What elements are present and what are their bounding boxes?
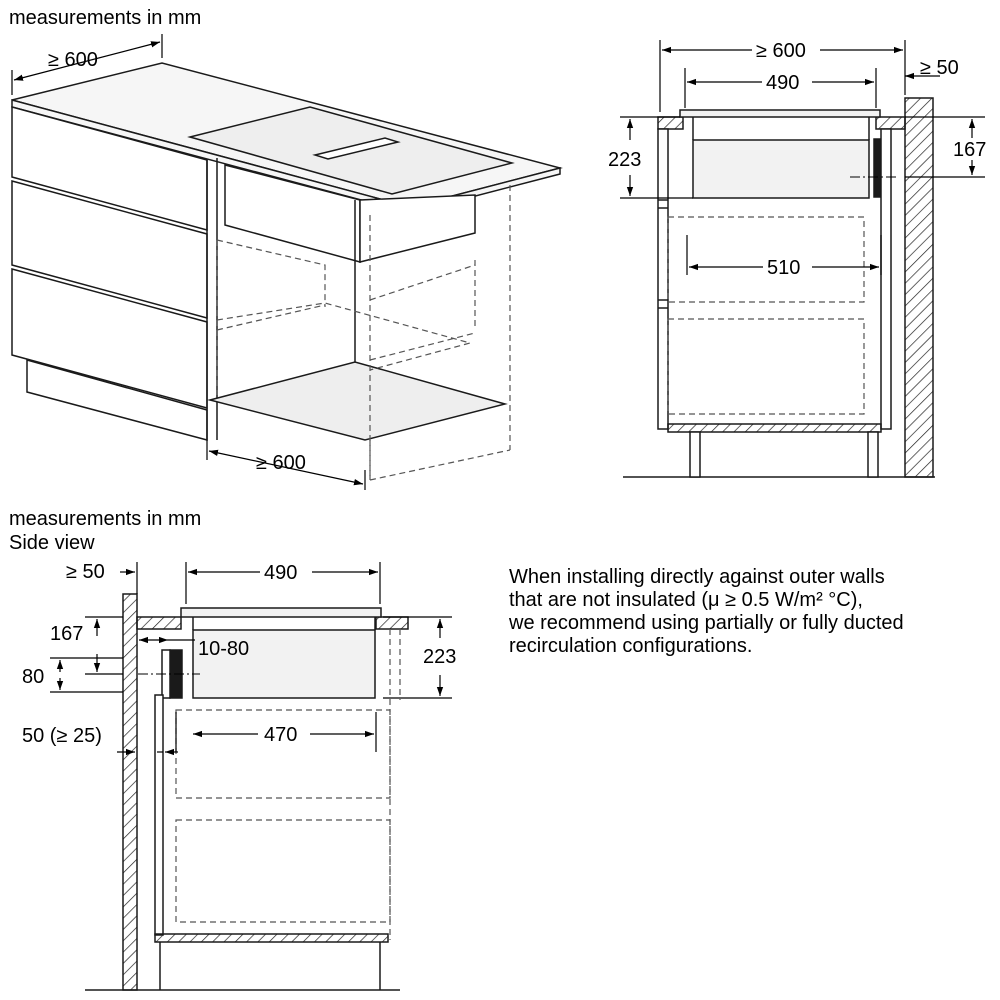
side-dim-wall-gap bbox=[120, 562, 137, 594]
hob-body-front bbox=[693, 140, 869, 198]
iso-dim-width-label: ≥ 600 bbox=[48, 49, 98, 71]
top-caption: measurements in mm bbox=[9, 7, 202, 29]
side-dim-470-label: 470 bbox=[264, 724, 298, 746]
wall-hatch-top bbox=[905, 98, 933, 477]
front-dim-510-label: 510 bbox=[767, 257, 801, 279]
front-dim-223-label: 223 bbox=[608, 149, 642, 171]
note-line-1: When installing directly against outer walls bbox=[509, 566, 885, 588]
wall-hatch-side bbox=[123, 594, 137, 990]
note-line-3: we recommend using partially or fully ducted bbox=[509, 612, 904, 634]
front-section bbox=[623, 98, 935, 477]
front-section-dashed bbox=[668, 217, 864, 414]
iso-dim-depth-label: ≥ 600 bbox=[256, 452, 306, 474]
side-view-caption: Side view bbox=[9, 532, 95, 554]
side-dim-80 bbox=[50, 658, 123, 692]
hob-glass-front bbox=[680, 110, 880, 117]
front-dim-hob-label: 490 bbox=[766, 72, 800, 94]
note-line-2: that are not insulated (μ ≥ 0.5 W/m² °C), bbox=[509, 589, 863, 611]
worktop-side bbox=[137, 617, 181, 629]
front-dim-wall-gap-label: ≥ 50 bbox=[920, 57, 959, 79]
side-dim-wall-gap-label: ≥ 50 bbox=[66, 561, 105, 583]
isometric-view bbox=[12, 63, 560, 440]
note-line-4: recirculation configurations. bbox=[509, 635, 753, 657]
side-dim-167-label: 167 bbox=[50, 623, 84, 645]
front-dim-total-label: ≥ 600 bbox=[756, 40, 806, 62]
side-dim-80-label: 80 bbox=[22, 666, 45, 688]
side-dim-50-label: 50 (≥ 25) bbox=[22, 725, 102, 747]
bottom-caption: measurements in mm bbox=[9, 508, 202, 530]
front-dim-167-label: 167 bbox=[953, 139, 987, 161]
side-dim-223-label: 223 bbox=[423, 646, 457, 668]
side-dim-167 bbox=[85, 617, 123, 674]
side-dim-duct-label: 10-80 bbox=[198, 638, 250, 660]
hob-glass-side bbox=[181, 608, 381, 617]
side-dim-hob-label: 490 bbox=[264, 562, 298, 584]
bottom-shelf bbox=[210, 362, 505, 440]
